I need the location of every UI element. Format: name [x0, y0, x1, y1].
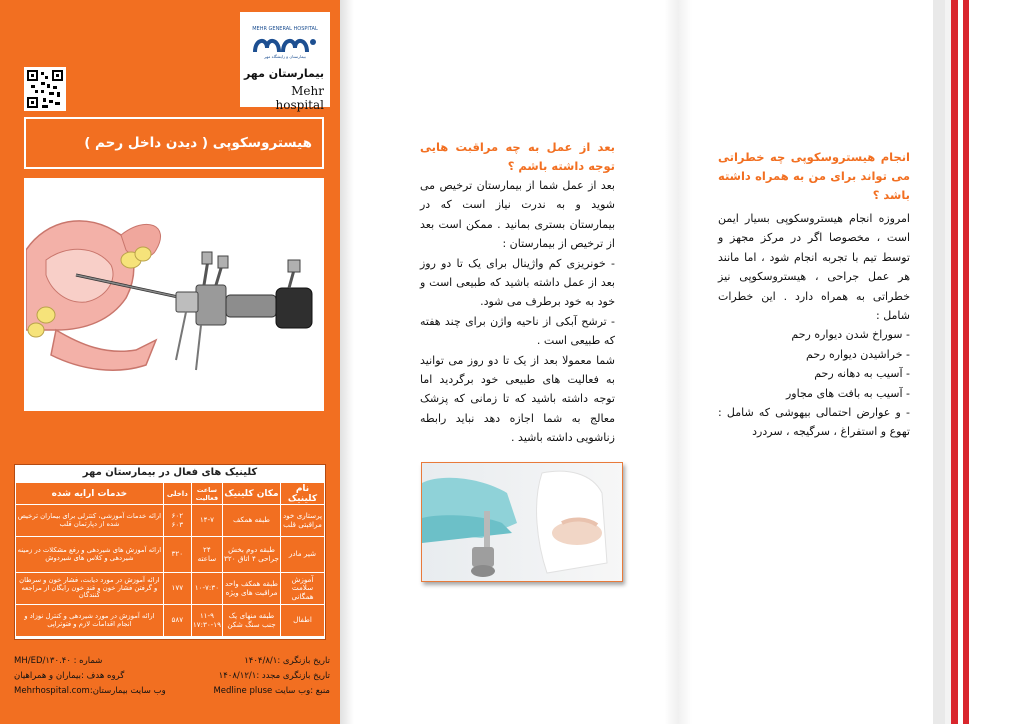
aftercare-item: - خونریزی کم واژینال برای یک تا دو روز بعد از عمل داشته باشید که طبیعی است و خود به خود برطرف می شود.: [420, 256, 615, 309]
clinic-hours-cell: ۲۴ ساعته: [191, 537, 222, 573]
table-row: [16, 537, 325, 573]
footer-line-3: [14, 686, 330, 698]
qr-code: [24, 67, 66, 111]
aftercare-section: [420, 138, 615, 448]
exam-room-photo: [421, 462, 623, 582]
clinic-hours-cell: ۱۱-۹ ۱۷:۳۰-۱۹: [191, 605, 222, 637]
risk-item: - آسیب به دهانه رحم: [814, 367, 910, 381]
footer-review-date: تاریخ بازنگری :۱۴۰۴/۸/۱: [244, 656, 330, 666]
clinic-location-cell: طبقه همکف واحد مراقبت های ویژه: [223, 573, 281, 605]
fold-shadow: [664, 0, 692, 724]
clinic-name-cell: پرستاری خود مراقبتی قلب: [281, 505, 325, 537]
footer-target-group: گروه هدف :بیماران و همراهیان: [14, 671, 125, 681]
clinic-service-cell: ارائه آموزش در مورد شیردهی و کنترل نوزاد و انجام اقدامات لازم و فتوتراپی: [16, 605, 164, 637]
clinic-name-cell: شیر مادر: [281, 537, 325, 573]
header-clinic-location: مکان کلینیک: [223, 483, 281, 505]
risk-item: - آسیب به بافت های مجاور: [785, 386, 910, 400]
table-row: [16, 573, 325, 605]
logo-top-text: MEHR GENERAL HOSPITAL: [252, 26, 318, 32]
clinic-location-cell: طبقه دوم بخش جراحی ۴ اتاق ۳۲۰: [223, 537, 281, 573]
clinics-title: کلینیک های فعال در بیمارستان مهر: [15, 465, 325, 482]
table-row: [16, 505, 325, 537]
risks-intro: امروزه انجام هیستروسکوپی بسیار ایمن است ، مخصوصا اگر در مرکز مجهز و توسط تیم با تجربه انجام شود ، اما مانند هر عمل جراحی ، هیستروسکوپی نیز خطراتی به همراه دارد . این خطرات شامل :: [718, 212, 910, 323]
aftercare-paragraph: بعد از عمل شما از بیمارستان ترخیص می شوید و به ندرت نیاز است که در بیمارستان بستری بمانید . ممکن است بعد از ترخیص از بیمارستان :: [420, 179, 615, 251]
table-row: [16, 605, 325, 637]
header-clinic-name: نام کلینیک: [281, 483, 325, 505]
risk-item: - و عوارض احتمالی بیهوشی که شامل : تهوع و استفراغ ، سرگیجه ، سردرد: [718, 406, 910, 439]
clinic-ext-cell: ۱۷۷: [163, 573, 191, 605]
header-hours: ساعت فعالیت: [191, 483, 222, 505]
footer-line-2: [14, 671, 330, 683]
footer-source: منبع :وب سایت Medline pluse: [213, 686, 330, 696]
hospital-name-en: Mehr hospital: [275, 84, 324, 112]
aftercare-paragraph: شما معمولا بعد از یک تا دو روز می توانید به فعالیت های طبیعی خود برگردید اما توجه داشته باشید که تا زمانی که پزشک معالج به شما اجازه دهد نباید رابطه زناشویی داشته باشید .: [420, 353, 615, 445]
clinic-location-cell: طبقه همکف: [223, 505, 281, 537]
risk-item: - سوراخ شدن دیواره رحم: [791, 328, 910, 342]
clinic-service-cell: ارائه آموزش در مورد دیابت، فشار خون و سرطان و گرفتن فشار خون و قند خون رایگان از مراجعه کنندگان: [16, 573, 164, 605]
logo-sub-text: بیمارستان و زایشگاه مهر: [264, 54, 306, 59]
footer-code: شماره : MH/ED/۱۳۰.۴۰: [14, 656, 103, 666]
table-header-row: [16, 483, 325, 505]
risks-section: [718, 148, 910, 442]
clinics-table-box: [14, 464, 326, 640]
clinic-ext-cell: ۵۸۷: [163, 605, 191, 637]
clinic-service-cell: ارائه خدمات آموزشی، کنترلی برای بیماران ترخیص شده از دپارتمان قلب: [16, 505, 164, 537]
clinic-location-cell: طبقه منهای یک جنب سنگ شکن: [223, 605, 281, 637]
hysteroscopy-illustration: [24, 178, 324, 411]
hospital-name-fa: بیمارستان مهر: [243, 67, 324, 80]
logo-mark-icon: [253, 34, 317, 54]
aftercare-heading: بعد از عمل به چه مراقبت هایی توجه داشته باشم ؟: [420, 140, 615, 173]
clinic-name-cell: اطفال: [281, 605, 325, 637]
uterus-hysteroscope-icon: [26, 180, 322, 409]
footer-next-review: تاریخ بازنگری مجدد :۱۴۰۸/۱۲/۱: [218, 671, 330, 681]
header-services: خدمات ارایه شده: [16, 483, 164, 505]
risk-item: - خراشیدن دیواره رحم: [806, 347, 910, 361]
footer-line-1: [14, 656, 330, 668]
page-title: هیستروسکوپی ( دیدن داخل رحم ): [84, 135, 312, 151]
clinic-ext-cell: ۶۰۲ ۶۰۳: [163, 505, 191, 537]
fold-shadow: [340, 0, 354, 724]
decorative-stripes: [933, 0, 1024, 724]
clinic-name-cell: آموزش سلامت همگانی: [281, 573, 325, 605]
clinic-service-cell: ارائه آموزش های شیردهی و رفع مشکلات در زمینه شیردهی و کلاس های شیردوش: [16, 537, 164, 573]
title-box: [24, 117, 324, 169]
footer-website: وب سایت بیمارستان:Mehrhospital.com: [14, 686, 166, 696]
clinics-table: [15, 482, 325, 637]
gynecology-chair-icon: [422, 463, 623, 582]
clinic-hours-cell: ۱۴-۷: [191, 505, 222, 537]
header-extension: داخلی: [163, 483, 191, 505]
risks-heading: انجام هیستروسکوپی چه خطراتی می تواند برای من به همراه داشته باشد ؟: [718, 150, 910, 202]
clinic-ext-cell: ۳۲۰: [163, 537, 191, 573]
aftercare-item: - ترشح آبکی از ناحیه واژن برای چند هفته که طبیعی است .: [420, 314, 615, 348]
qr-pattern-icon: [27, 70, 63, 108]
clinic-hours-cell: ۱۰-۷:۳۰: [191, 573, 222, 605]
